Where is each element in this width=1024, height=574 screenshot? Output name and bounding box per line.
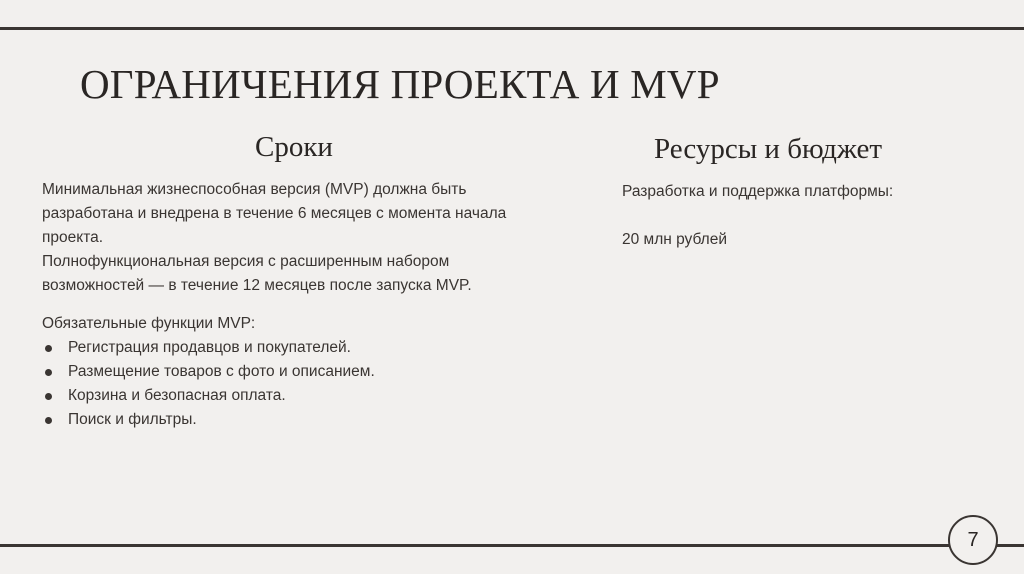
feature-text: Регистрация продавцов и покупателей.: [68, 339, 351, 356]
page-number-badge: [948, 515, 998, 565]
page-number: 7: [967, 528, 979, 551]
list-item: [42, 408, 542, 432]
budget-content: [622, 180, 982, 252]
feature-text: Корзина и безопасная оплата.: [68, 387, 286, 404]
bullet-icon: [45, 369, 52, 376]
features-intro: Обязательные функции MVP:: [42, 315, 256, 332]
full-version-paragraph: Полнофункциональная версия с расширенным набором возможностей — в течение 12 месяцев после запуска MVP.: [42, 253, 472, 294]
budget-heading: Ресурсы и бюджет: [654, 133, 883, 165]
bottom-divider: [0, 544, 1024, 547]
budget-amount: 20 млн рублей: [622, 231, 727, 248]
bullet-icon: [45, 417, 52, 424]
feature-text: Поиск и фильтры.: [68, 411, 197, 428]
bullet-icon: [45, 345, 52, 352]
feature-text: Размещение товаров с фото и описанием.: [68, 363, 375, 380]
slide-title: ОГРАНИЧЕНИЯ ПРОЕКТА И MVP: [80, 61, 720, 107]
bullet-icon: [45, 393, 52, 400]
top-divider: [0, 27, 1024, 30]
list-item: [42, 360, 542, 384]
timeline-heading: Сроки: [255, 131, 333, 163]
timeline-content: [42, 178, 542, 432]
mvp-timeline-paragraph: Минимальная жизнеспособная версия (MVP) должна быть разработана и внедрена в течение 6 месяцев с момента начала проекта.: [42, 181, 507, 246]
features-list: [42, 336, 542, 432]
list-item: [42, 336, 542, 360]
budget-description: Разработка и поддержка платформы:: [622, 183, 894, 200]
list-item: [42, 384, 542, 408]
